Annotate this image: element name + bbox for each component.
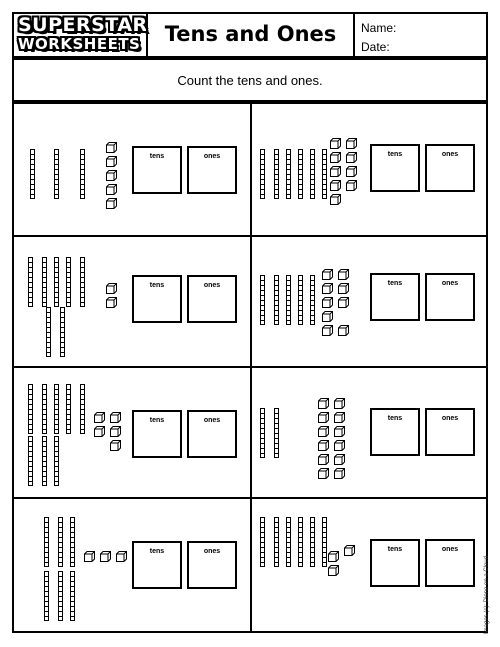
one-cube — [334, 454, 345, 465]
tens-label: tens — [149, 282, 165, 289]
one-cube — [338, 283, 349, 294]
image-credit: Images (c): Dione on a Cloud — [484, 555, 490, 634]
one-cube — [322, 269, 333, 280]
ten-rod — [298, 517, 303, 567]
instruction-bar — [12, 58, 488, 102]
tens-label: tens — [387, 415, 403, 422]
ones-label: ones — [203, 153, 221, 160]
one-cube — [94, 426, 105, 437]
ten-rod — [54, 436, 59, 486]
one-cube — [116, 551, 127, 562]
ones-label: ones — [203, 417, 221, 424]
one-cube — [322, 297, 333, 308]
ten-rod — [28, 384, 33, 434]
one-cube — [328, 551, 339, 562]
ten-rod — [28, 257, 33, 307]
worksheet-title: Tens and Ones — [146, 12, 355, 58]
ten-rod — [70, 517, 75, 567]
ones-label: ones — [203, 548, 221, 555]
ones-answer-box[interactable] — [187, 146, 237, 194]
ten-rod — [46, 307, 51, 357]
one-cube — [106, 184, 117, 195]
ten-rod — [80, 149, 85, 199]
ones-answer-box[interactable] — [425, 539, 475, 587]
one-cube — [334, 426, 345, 437]
ten-rod — [28, 436, 33, 486]
ten-rod — [322, 149, 327, 199]
ten-rod — [58, 571, 63, 621]
ten-rod — [310, 149, 315, 199]
superstar-worksheets-logo — [14, 14, 148, 58]
ten-rod — [54, 257, 59, 307]
ones-answer-box[interactable] — [425, 144, 475, 192]
ten-rod — [260, 149, 265, 199]
problem-panel-3 — [12, 235, 252, 368]
problem-panel-4 — [250, 235, 488, 368]
logo-line1: SUPERSTAR — [18, 14, 148, 36]
ten-rod — [260, 517, 265, 567]
one-cube — [338, 269, 349, 280]
ten-rod — [260, 275, 265, 325]
one-cube — [318, 454, 329, 465]
ten-rod — [298, 149, 303, 199]
one-cube — [110, 412, 121, 423]
ten-rod — [44, 517, 49, 567]
tens-answer-box[interactable] — [370, 273, 420, 321]
ten-rod — [274, 275, 279, 325]
one-cube — [330, 152, 341, 163]
tens-label: tens — [387, 546, 403, 553]
ten-rod — [42, 384, 47, 434]
one-cube — [334, 440, 345, 451]
tens-answer-box[interactable] — [132, 410, 182, 458]
one-cube — [318, 398, 329, 409]
ten-rod — [44, 571, 49, 621]
one-cube — [338, 297, 349, 308]
problem-panel-6 — [250, 366, 488, 499]
one-cube — [328, 565, 339, 576]
problem-panel-5 — [12, 366, 252, 499]
ten-rod — [274, 149, 279, 199]
one-cube — [330, 180, 341, 191]
one-cube — [346, 166, 357, 177]
one-cube — [322, 283, 333, 294]
one-cube — [338, 325, 349, 336]
name-label: Name: — [361, 21, 397, 35]
one-cube — [322, 325, 333, 336]
ten-rod — [80, 384, 85, 434]
one-cube — [110, 426, 121, 437]
problem-panel-7 — [12, 497, 252, 633]
one-cube — [318, 440, 329, 451]
ones-label: ones — [203, 282, 221, 289]
one-cube — [346, 138, 357, 149]
one-cube — [110, 440, 121, 451]
ones-answer-box[interactable] — [425, 273, 475, 321]
tens-answer-box[interactable] — [132, 275, 182, 323]
one-cube — [334, 412, 345, 423]
one-cube — [318, 468, 329, 479]
ten-rod — [60, 307, 65, 357]
problem-panel-1 — [12, 102, 252, 237]
ten-rod — [54, 384, 59, 434]
problem-panel-8 — [250, 497, 488, 633]
ten-rod — [286, 149, 291, 199]
one-cube — [346, 152, 357, 163]
tens-answer-box[interactable] — [370, 144, 420, 192]
ten-rod — [286, 517, 291, 567]
one-cube — [344, 545, 355, 556]
tens-answer-box[interactable] — [370, 539, 420, 587]
ten-rod — [70, 571, 75, 621]
ones-label: ones — [441, 415, 459, 422]
ten-rod — [274, 408, 279, 458]
ten-rod — [66, 257, 71, 307]
ten-rod — [274, 517, 279, 567]
one-cube — [322, 311, 333, 322]
ones-answer-box[interactable] — [187, 275, 237, 323]
ten-rod — [286, 275, 291, 325]
instruction-text: Count the tens and ones. — [177, 73, 323, 88]
one-cube — [334, 468, 345, 479]
one-cube — [106, 170, 117, 181]
ten-rod — [42, 436, 47, 486]
ones-label: ones — [441, 546, 459, 553]
tens-label: tens — [387, 280, 403, 287]
one-cube — [106, 142, 117, 153]
problem-panel-2 — [250, 102, 488, 237]
one-cube — [106, 297, 117, 308]
ones-answer-box[interactable] — [187, 410, 237, 458]
one-cube — [106, 156, 117, 167]
ten-rod — [54, 149, 59, 199]
one-cube — [330, 166, 341, 177]
tens-label: tens — [149, 153, 165, 160]
ones-label: ones — [441, 280, 459, 287]
ten-rod — [42, 257, 47, 307]
tens-answer-box[interactable] — [132, 146, 182, 194]
one-cube — [106, 283, 117, 294]
ten-rod — [66, 384, 71, 434]
one-cube — [318, 412, 329, 423]
ten-rod — [310, 517, 315, 567]
one-cube — [94, 412, 105, 423]
one-cube — [334, 398, 345, 409]
one-cube — [106, 198, 117, 209]
name-date-cell — [353, 12, 488, 58]
one-cube — [84, 551, 95, 562]
one-cube — [330, 194, 341, 205]
tens-label: tens — [149, 548, 165, 555]
one-cube — [330, 138, 341, 149]
logo-line2: WORKSHEETS — [18, 35, 141, 53]
one-cube — [346, 180, 357, 191]
ones-answer-box[interactable] — [425, 408, 475, 456]
tens-answer-box[interactable] — [132, 541, 182, 589]
ones-answer-box[interactable] — [187, 541, 237, 589]
ten-rod — [298, 275, 303, 325]
ten-rod — [322, 517, 327, 567]
ten-rod — [58, 517, 63, 567]
ten-rod — [310, 275, 315, 325]
tens-label: tens — [149, 417, 165, 424]
tens-answer-box[interactable] — [370, 408, 420, 456]
ten-rod — [30, 149, 35, 199]
ten-rod — [80, 257, 85, 307]
date-label: Date: — [361, 40, 390, 54]
tens-label: tens — [387, 151, 403, 158]
one-cube — [100, 551, 111, 562]
ones-label: ones — [441, 151, 459, 158]
ten-rod — [260, 408, 265, 458]
one-cube — [318, 426, 329, 437]
